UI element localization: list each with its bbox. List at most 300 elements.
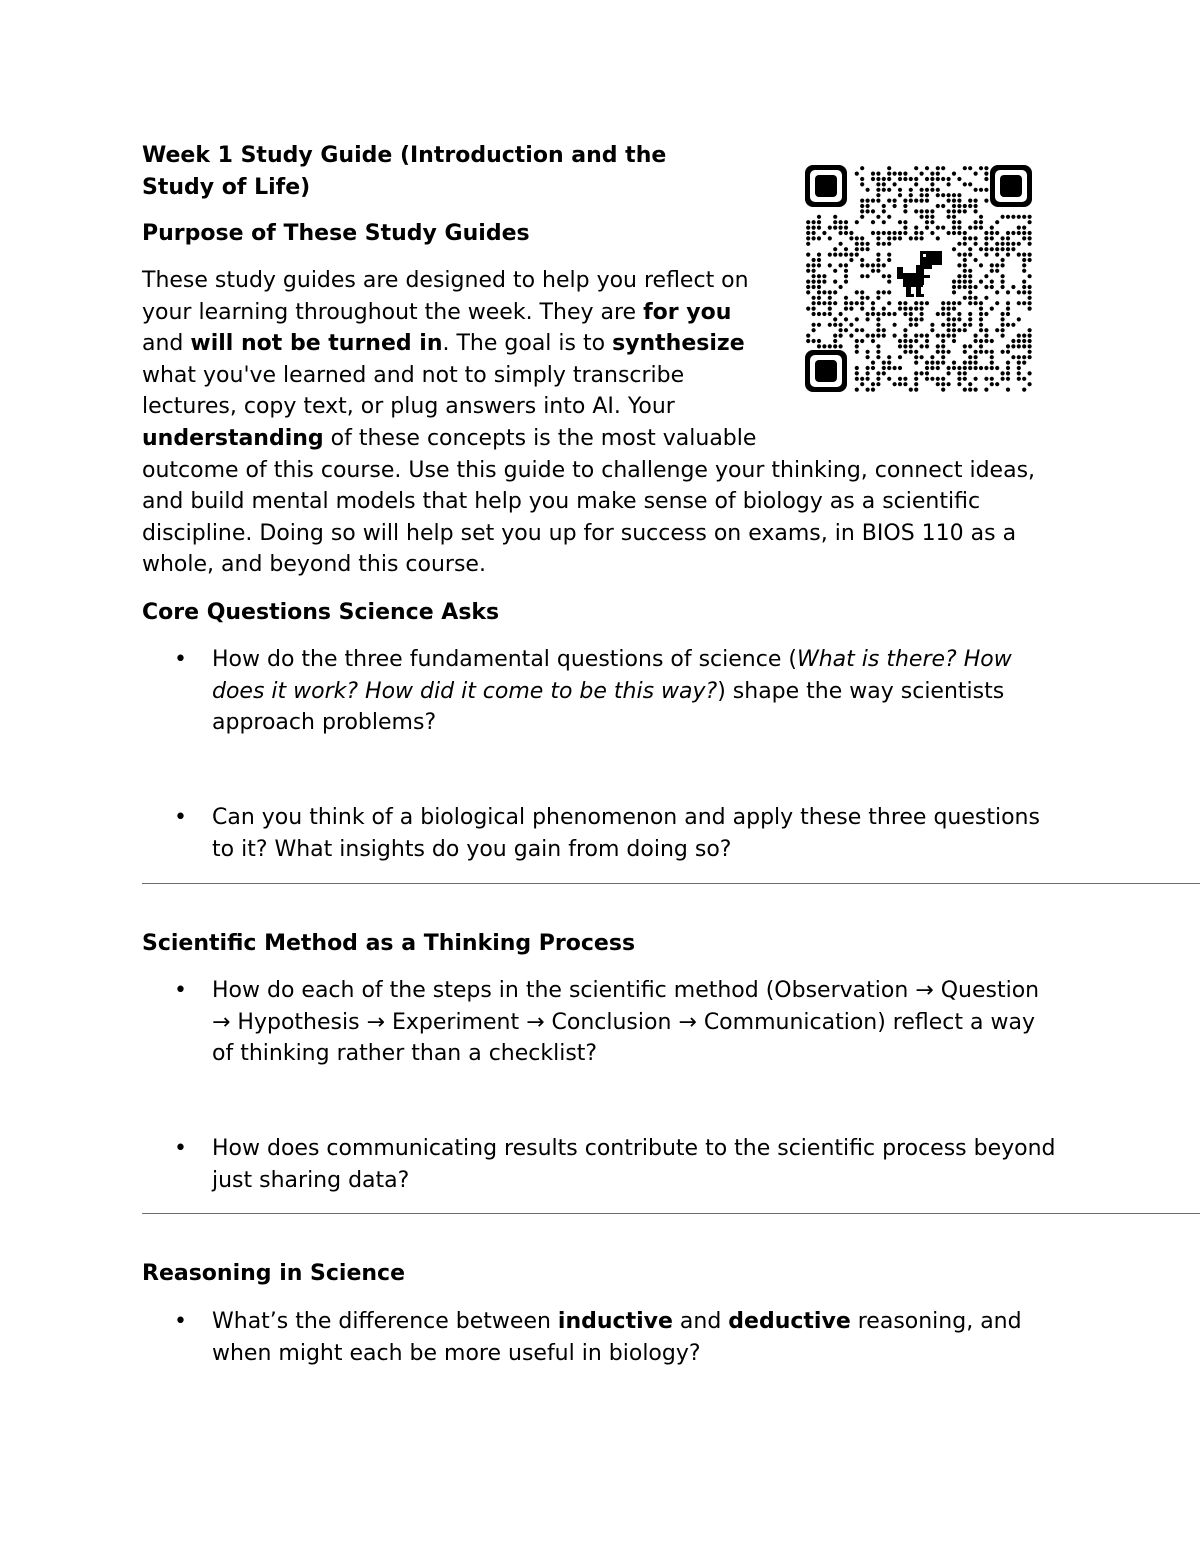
bullet-icon: • xyxy=(174,647,187,672)
qr-module xyxy=(887,231,891,235)
qr-module xyxy=(968,247,972,251)
qr-module xyxy=(1006,247,1010,251)
qr-module xyxy=(990,226,994,230)
qr-module xyxy=(920,209,924,213)
qr-module xyxy=(963,204,967,208)
method-heading: Scientific Method as a Thinking Process xyxy=(142,931,636,956)
qr-module xyxy=(968,182,972,186)
qr-module xyxy=(920,215,924,219)
qr-module xyxy=(952,193,956,197)
qr-module xyxy=(866,247,870,251)
qr-module xyxy=(974,226,978,230)
qr-module xyxy=(995,253,999,257)
qr-module xyxy=(893,172,897,176)
qr-module xyxy=(909,188,913,192)
core-questions-heading: Core Questions Science Asks xyxy=(142,600,500,625)
qr-module xyxy=(849,236,853,240)
qr-module xyxy=(866,209,870,213)
qr-module xyxy=(1028,220,1032,224)
list-item xyxy=(142,975,1062,1070)
purpose-heading: Purpose of These Study Guides xyxy=(142,221,530,246)
qr-module xyxy=(952,220,956,224)
qr-module xyxy=(903,204,907,208)
qr-module xyxy=(839,231,843,235)
qr-module xyxy=(898,236,902,240)
qr-module xyxy=(876,193,880,197)
qr-module xyxy=(860,247,864,251)
qr-module xyxy=(930,220,934,224)
qr-module xyxy=(974,242,978,246)
purpose-text-5: of these concepts is the most valuable outcome of this course. Use this guide to challenge your thinking, connect ideas, and build mental models that help you make sense of biology as a scientific discipline. Doing so will help set you up for success on exams, in BIOS 110 as a whole, and beyond this course. xyxy=(142,425,1036,578)
qr-module xyxy=(1022,215,1026,219)
qr-module xyxy=(876,231,880,235)
qr-module xyxy=(898,188,902,192)
method-list-2 xyxy=(142,1133,1062,1196)
qr-module xyxy=(903,199,907,203)
qr-module xyxy=(909,236,913,240)
qr-module xyxy=(812,236,816,240)
qr-module xyxy=(855,220,859,224)
qr-module xyxy=(817,258,821,262)
qr-module xyxy=(855,247,859,251)
qr-module xyxy=(898,177,902,181)
qr-module xyxy=(941,226,945,230)
qr-module xyxy=(855,236,859,240)
qr-module xyxy=(957,253,961,257)
qr-module xyxy=(1017,215,1021,219)
qr-module xyxy=(876,172,880,176)
qr-module xyxy=(812,226,816,230)
qr-module xyxy=(812,220,816,224)
qr-module xyxy=(920,199,924,203)
qr-module xyxy=(855,253,859,257)
qr-module xyxy=(1011,231,1015,235)
qr-module xyxy=(882,204,886,208)
qr-module xyxy=(936,166,940,170)
qr-module xyxy=(952,231,956,235)
qr-module xyxy=(952,204,956,208)
qr-module xyxy=(882,220,886,224)
qr-module xyxy=(1028,236,1032,240)
qr-module xyxy=(866,199,870,203)
qr-module xyxy=(833,226,837,230)
qr-module xyxy=(860,215,864,219)
core-questions-list-2 xyxy=(142,802,1062,865)
qr-module xyxy=(963,258,967,262)
qr-module xyxy=(882,231,886,235)
qr-module xyxy=(1011,247,1015,251)
qr-module xyxy=(1001,236,1005,240)
qr-module xyxy=(984,172,988,176)
qr-module xyxy=(876,236,880,240)
purpose-bold-synthesize: synthesize xyxy=(612,331,745,357)
qr-module xyxy=(968,204,972,208)
qr-module xyxy=(871,199,875,203)
qr-module xyxy=(936,188,940,192)
qr-module xyxy=(1028,231,1032,235)
reasoning-q1-text-a: What’s the difference between xyxy=(212,1309,558,1334)
qr-module xyxy=(947,231,951,235)
qr-module xyxy=(941,204,945,208)
qr-module xyxy=(947,193,951,197)
qr-module xyxy=(898,231,902,235)
qr-module xyxy=(849,258,853,262)
qr-module xyxy=(963,182,967,186)
qr-module xyxy=(860,182,864,186)
qr-module xyxy=(887,172,891,176)
qr-module xyxy=(1006,215,1010,219)
qr-module xyxy=(1001,242,1005,246)
purpose-text-2: and xyxy=(142,331,191,357)
qr-module xyxy=(817,215,821,219)
reasoning-q1-text-c: reasoning, and when might each be more useful in biology? xyxy=(212,1309,1022,1366)
qr-module xyxy=(876,258,880,262)
qr-module xyxy=(974,236,978,240)
qr-module xyxy=(968,253,972,257)
reasoning-heading: Reasoning in Science xyxy=(142,1261,406,1286)
qr-module xyxy=(925,177,929,181)
qr-module xyxy=(887,188,891,192)
qr-module xyxy=(876,199,880,203)
qr-module xyxy=(860,166,864,170)
qr-module xyxy=(930,215,934,219)
qr-module xyxy=(903,177,907,181)
qr-module xyxy=(925,166,929,170)
qr-module xyxy=(979,220,983,224)
qr-module xyxy=(963,209,967,213)
purpose-text-3: . The goal is to xyxy=(442,331,613,357)
qr-module xyxy=(882,242,886,246)
qr-module xyxy=(952,226,956,230)
qr-module xyxy=(968,226,972,230)
qr-module xyxy=(963,253,967,257)
qr-module xyxy=(925,220,929,224)
qr-module xyxy=(898,193,902,197)
qr-module xyxy=(984,231,988,235)
qr-module xyxy=(817,226,821,230)
qr-module xyxy=(936,204,940,208)
qr-module xyxy=(844,247,848,251)
qr-module xyxy=(860,209,864,213)
qr-module xyxy=(968,236,972,240)
qr-module xyxy=(952,172,956,176)
qr-module xyxy=(947,182,951,186)
qr-module xyxy=(963,236,967,240)
qr-module xyxy=(995,220,999,224)
qr-module xyxy=(812,258,816,262)
qr-module xyxy=(866,242,870,246)
qr-module xyxy=(920,188,924,192)
qr-module xyxy=(903,209,907,213)
qr-module xyxy=(990,231,994,235)
qr-module xyxy=(882,182,886,186)
qr-module xyxy=(882,209,886,213)
qr-module xyxy=(957,177,961,181)
qr-module xyxy=(839,220,843,224)
qr-module xyxy=(941,193,945,197)
purpose-bold-for-you: for you xyxy=(643,299,732,325)
qr-module xyxy=(925,209,929,213)
qr-module xyxy=(1022,258,1026,262)
qr-module xyxy=(876,215,880,219)
qr-module xyxy=(898,172,902,176)
qr-module xyxy=(893,236,897,240)
qr-module xyxy=(984,188,988,192)
qr-module xyxy=(1022,226,1026,230)
qr-module xyxy=(963,231,967,235)
qr-wrap-space xyxy=(762,265,1062,423)
qr-module xyxy=(806,226,810,230)
qr-module xyxy=(806,236,810,240)
list-item xyxy=(142,1133,1062,1196)
qr-module xyxy=(909,193,913,197)
qr-module xyxy=(876,253,880,257)
qr-module xyxy=(1022,231,1026,235)
qr-module xyxy=(844,220,848,224)
qr-module xyxy=(1022,236,1026,240)
qr-module xyxy=(979,188,983,192)
qr-module xyxy=(839,253,843,257)
qr-module xyxy=(860,258,864,262)
qr-module xyxy=(914,209,918,213)
qr-module xyxy=(1006,236,1010,240)
qr-module xyxy=(936,226,940,230)
qr-module xyxy=(903,220,907,224)
bullet-icon: • xyxy=(174,978,187,1003)
qr-module xyxy=(920,193,924,197)
qr-module xyxy=(828,253,832,257)
qr-module xyxy=(925,199,929,203)
qr-module xyxy=(844,231,848,235)
qr-module xyxy=(995,247,999,251)
qr-module xyxy=(1001,247,1005,251)
qr-module xyxy=(920,231,924,235)
qr-module xyxy=(974,199,978,203)
qr-module xyxy=(957,242,961,246)
qr-module xyxy=(806,242,810,246)
list-item xyxy=(142,1306,1062,1369)
qr-module xyxy=(839,242,843,246)
method-q1-text: How do each of the steps in the scientific method (Observation → Question → Hypothesis → Experiment → Conclusion → Communication) reflect a way of thinking rather than a checklist? xyxy=(212,978,1040,1066)
qr-module xyxy=(898,220,902,224)
qr-module xyxy=(1006,231,1010,235)
qr-module xyxy=(893,182,897,186)
qr-module xyxy=(984,199,988,203)
qr-module xyxy=(1017,231,1021,235)
qr-module xyxy=(1028,258,1032,262)
qr-module xyxy=(957,193,961,197)
qr-module xyxy=(947,209,951,213)
method-q2-text: How does communicating results contribute to the scientific process beyond just sharing data? xyxy=(212,1136,1056,1193)
qr-module xyxy=(941,166,945,170)
qr-module xyxy=(860,204,864,208)
bullet-icon: • xyxy=(174,1309,187,1334)
qr-module xyxy=(1001,258,1005,262)
qr-module xyxy=(914,231,918,235)
qr-module xyxy=(979,247,983,251)
qr-module xyxy=(984,242,988,246)
qr-module xyxy=(925,215,929,219)
qr-module xyxy=(979,215,983,219)
qr-module xyxy=(903,172,907,176)
qr-module xyxy=(844,226,848,230)
qr-module xyxy=(882,188,886,192)
qr-module xyxy=(887,215,891,219)
qr-module xyxy=(828,226,832,230)
qr-module xyxy=(995,231,999,235)
qr-module xyxy=(941,177,945,181)
qr-module xyxy=(914,177,918,181)
qr-module xyxy=(844,253,848,257)
qr-module xyxy=(936,193,940,197)
qr-module xyxy=(871,209,875,213)
qr-module xyxy=(882,177,886,181)
reasoning-bold-inductive: inductive xyxy=(557,1309,673,1334)
qr-module xyxy=(893,199,897,203)
qr-module xyxy=(957,231,961,235)
qr-module xyxy=(930,231,934,235)
qr-module xyxy=(1011,215,1015,219)
qr-module xyxy=(1017,242,1021,246)
qr-module xyxy=(968,199,972,203)
qr-module xyxy=(1028,253,1032,257)
qr-module xyxy=(920,236,924,240)
qr-module xyxy=(893,231,897,235)
qr-module xyxy=(887,253,891,257)
qr-module xyxy=(952,247,956,251)
qr-module xyxy=(903,231,907,235)
qr-module xyxy=(855,242,859,246)
qr-module xyxy=(1028,242,1032,246)
qr-module xyxy=(925,188,929,192)
qr-module xyxy=(952,209,956,213)
qr-module xyxy=(839,226,843,230)
method-list xyxy=(142,975,1062,1070)
qr-module xyxy=(812,231,816,235)
qr-module xyxy=(866,188,870,192)
qr-module xyxy=(979,226,983,230)
qr-module xyxy=(887,236,891,240)
qr-module xyxy=(855,172,859,176)
qr-module xyxy=(909,199,913,203)
qr-module xyxy=(860,236,864,240)
qr-module xyxy=(974,220,978,224)
reasoning-q1-text-mid: and xyxy=(672,1309,729,1334)
qr-module xyxy=(866,204,870,208)
core-q1-text-a: How do the three fundamental questions of science ( xyxy=(212,647,797,672)
reasoning-list xyxy=(142,1306,1062,1369)
qr-module xyxy=(876,177,880,181)
core-q1-italic: What is there? How does it work? How did it come to be this way? xyxy=(212,647,1012,704)
qr-module xyxy=(930,188,934,192)
qr-module xyxy=(833,253,837,257)
qr-module xyxy=(990,247,994,251)
qr-module xyxy=(817,236,821,240)
qr-module xyxy=(871,172,875,176)
qr-module xyxy=(914,236,918,240)
qr-module xyxy=(920,172,924,176)
purpose-text-4: what you've learned and not to simply transcribe lectures, copy text, or plug answers into AI. Your xyxy=(142,362,685,420)
list-item xyxy=(142,644,1062,739)
section-divider xyxy=(142,883,1200,884)
qr-module xyxy=(887,258,891,262)
qr-module xyxy=(963,166,967,170)
qr-module xyxy=(974,258,978,262)
qr-module xyxy=(930,182,934,186)
qr-module xyxy=(957,199,961,203)
qr-module xyxy=(990,236,994,240)
qr-module xyxy=(887,166,891,170)
qr-module xyxy=(871,220,875,224)
qr-module xyxy=(914,226,918,230)
qr-module xyxy=(974,188,978,192)
qr-module xyxy=(930,172,934,176)
qr-module xyxy=(947,215,951,219)
qr-module xyxy=(984,247,988,251)
qr-module xyxy=(914,166,918,170)
qr-module xyxy=(984,166,988,170)
core-q2-text: Can you think of a biological phenomenon and apply these three questions to it? What insights do you gain from doing so? xyxy=(212,805,1040,862)
qr-module xyxy=(947,199,951,203)
qr-module xyxy=(817,253,821,257)
qr-module xyxy=(930,177,934,181)
qr-module xyxy=(974,172,978,176)
qr-module xyxy=(936,236,940,240)
qr-module xyxy=(925,226,929,230)
core-questions-list xyxy=(142,644,1062,739)
qr-module xyxy=(833,220,837,224)
section-divider xyxy=(142,1213,1200,1214)
qr-module xyxy=(887,199,891,203)
qr-module xyxy=(1028,215,1032,219)
bullet-icon: • xyxy=(174,805,187,830)
qr-module xyxy=(833,215,837,219)
purpose-text-1: These study guides are designed to help you reflect on your learning throughout the week. They are xyxy=(142,268,749,325)
qr-module xyxy=(806,231,810,235)
qr-module xyxy=(849,253,853,257)
qr-module xyxy=(979,166,983,170)
qr-module xyxy=(984,236,988,240)
purpose-bold-understanding: understanding xyxy=(142,425,324,451)
qr-module xyxy=(1022,253,1026,257)
qr-module xyxy=(957,209,961,213)
qr-module xyxy=(936,172,940,176)
qr-module xyxy=(860,242,864,246)
qr-module xyxy=(1006,253,1010,257)
qr-module xyxy=(995,242,999,246)
qr-module xyxy=(974,204,978,208)
qr-module xyxy=(817,220,821,224)
qr-module xyxy=(1017,226,1021,230)
qr-module xyxy=(860,199,864,203)
qr-module xyxy=(887,177,891,181)
qr-module xyxy=(806,220,810,224)
qr-module xyxy=(984,253,988,257)
qr-module xyxy=(876,242,880,246)
qr-module xyxy=(1006,242,1010,246)
bullet-icon: • xyxy=(174,1136,187,1161)
qr-module xyxy=(876,188,880,192)
qr-module xyxy=(1017,253,1021,257)
qr-module xyxy=(947,177,951,181)
qr-module xyxy=(974,209,978,213)
reasoning-bold-deductive: deductive xyxy=(728,1309,851,1334)
qr-module xyxy=(914,182,918,186)
qr-module xyxy=(849,231,853,235)
qr-module xyxy=(893,204,897,208)
qr-module xyxy=(952,199,956,203)
qr-module xyxy=(860,177,864,181)
